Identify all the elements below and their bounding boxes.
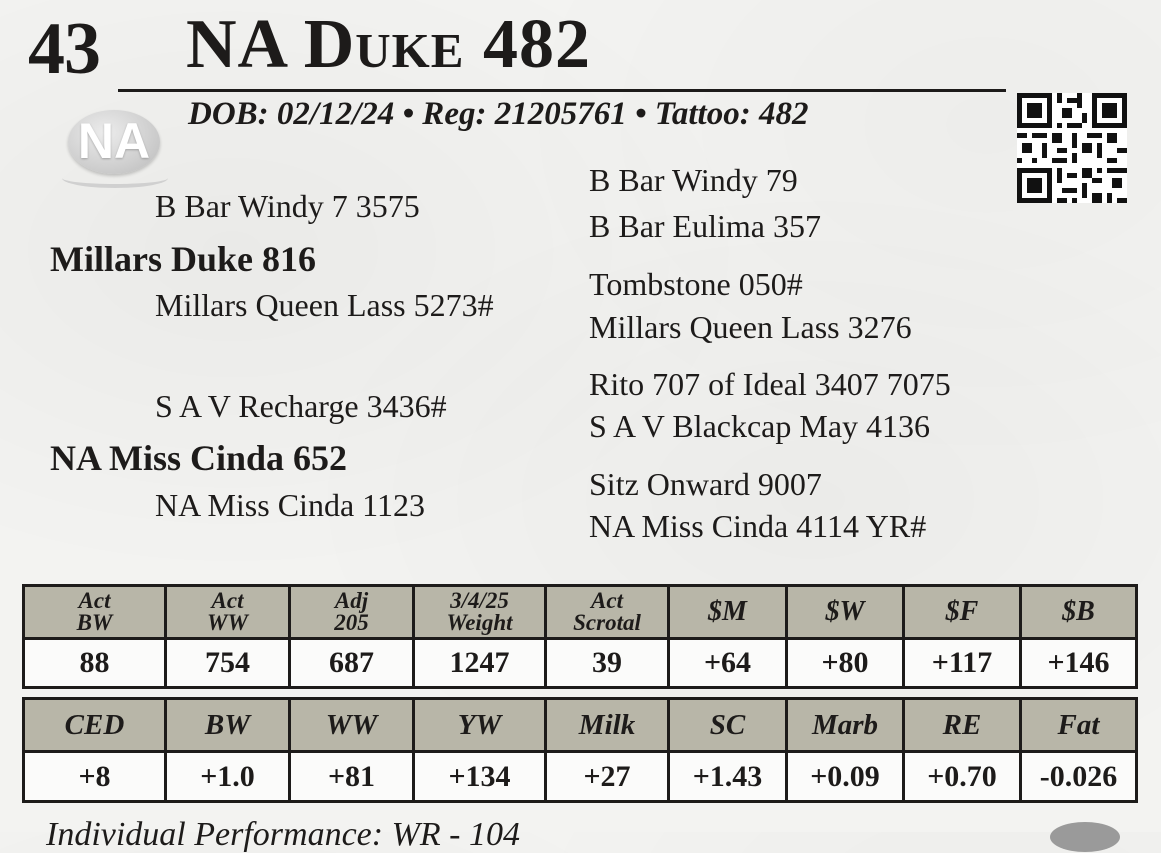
breeder-logo bbox=[62, 110, 170, 186]
epd-value: +81 bbox=[290, 752, 414, 802]
epd-header: BW bbox=[166, 699, 290, 752]
epd-value: +27 bbox=[546, 752, 669, 802]
pedigree-dam-sire: S A V Recharge 3436# bbox=[155, 388, 447, 424]
epd-header: RE bbox=[904, 699, 1021, 752]
pedigree-sd-sire: Tombstone 050# bbox=[589, 266, 803, 302]
corner-logo-icon bbox=[1050, 822, 1120, 852]
lot-number: 43 bbox=[28, 8, 100, 90]
epd-header: CED bbox=[24, 699, 166, 752]
performance-value: 754 bbox=[166, 639, 290, 688]
epd-value: +1.0 bbox=[166, 752, 290, 802]
pedigree-dd-sire: Sitz Onward 9007 bbox=[589, 466, 822, 502]
performance-table bbox=[22, 584, 1138, 689]
pedigree-ss-dam: B Bar Eulima 357 bbox=[589, 208, 821, 244]
pedigree-ss-sire: B Bar Windy 79 bbox=[589, 162, 798, 198]
pedigree-dam-dam: NA Miss Cinda 1123 bbox=[155, 487, 425, 523]
epd-header: WW bbox=[290, 699, 414, 752]
epd-value: +8 bbox=[24, 752, 166, 802]
epd-header: Milk bbox=[546, 699, 669, 752]
performance-header: $M bbox=[669, 586, 787, 639]
pedigree-ds-dam: S A V Blackcap May 4136 bbox=[589, 408, 931, 444]
performance-value: 687 bbox=[290, 639, 414, 688]
pedigree-sire: Millars Duke 816 bbox=[50, 239, 316, 279]
epd-header: SC bbox=[669, 699, 787, 752]
pedigree-sd-dam: Millars Queen Lass 3276 bbox=[589, 309, 912, 345]
performance-value: 88 bbox=[24, 639, 166, 688]
epd-header: Marb bbox=[787, 699, 904, 752]
performance-value: 1247 bbox=[414, 639, 546, 688]
performance-header: 3/4/25 Weight bbox=[414, 586, 546, 639]
performance-header: $F bbox=[904, 586, 1021, 639]
logo-text: NA bbox=[77, 113, 151, 169]
pedigree-ds-sire: Rito 707 of Ideal 3407 7075 bbox=[589, 366, 951, 402]
epd-value: +134 bbox=[414, 752, 546, 802]
performance-header: Act BW bbox=[24, 586, 166, 639]
epd-table bbox=[22, 697, 1138, 803]
pedigree-sire-sire: B Bar Windy 7 3575 bbox=[155, 188, 420, 224]
pedigree-dd-dam: NA Miss Cinda 4114 YR# bbox=[589, 508, 927, 544]
performance-header: Act WW bbox=[166, 586, 290, 639]
pedigree-sire-dam: Millars Queen Lass 5273# bbox=[155, 287, 494, 323]
individual-performance-note: Individual Performance: WR - 104 bbox=[46, 816, 520, 853]
performance-header: Adj 205 bbox=[290, 586, 414, 639]
epd-value: +0.70 bbox=[904, 752, 1021, 802]
performance-value: +146 bbox=[1021, 639, 1137, 688]
registration-line: DOB: 02/12/24 • Reg: 21205761 • Tattoo: 482 bbox=[188, 96, 809, 132]
performance-value: +80 bbox=[787, 639, 904, 688]
performance-header: $W bbox=[787, 586, 904, 639]
qr-code-icon[interactable] bbox=[1016, 93, 1128, 203]
performance-header: Act Scrotal bbox=[546, 586, 669, 639]
epd-value: +0.09 bbox=[787, 752, 904, 802]
animal-name: NA Duke 482 bbox=[186, 6, 591, 83]
epd-value: +1.43 bbox=[669, 752, 787, 802]
epd-header: YW bbox=[414, 699, 546, 752]
epd-value: -0.026 bbox=[1021, 752, 1137, 802]
epd-header: Fat bbox=[1021, 699, 1137, 752]
title-divider bbox=[118, 89, 1006, 92]
performance-value: +117 bbox=[904, 639, 1021, 688]
performance-header: $B bbox=[1021, 586, 1137, 639]
performance-value: 39 bbox=[546, 639, 669, 688]
performance-value: +64 bbox=[669, 639, 787, 688]
pedigree-dam: NA Miss Cinda 652 bbox=[50, 438, 348, 478]
